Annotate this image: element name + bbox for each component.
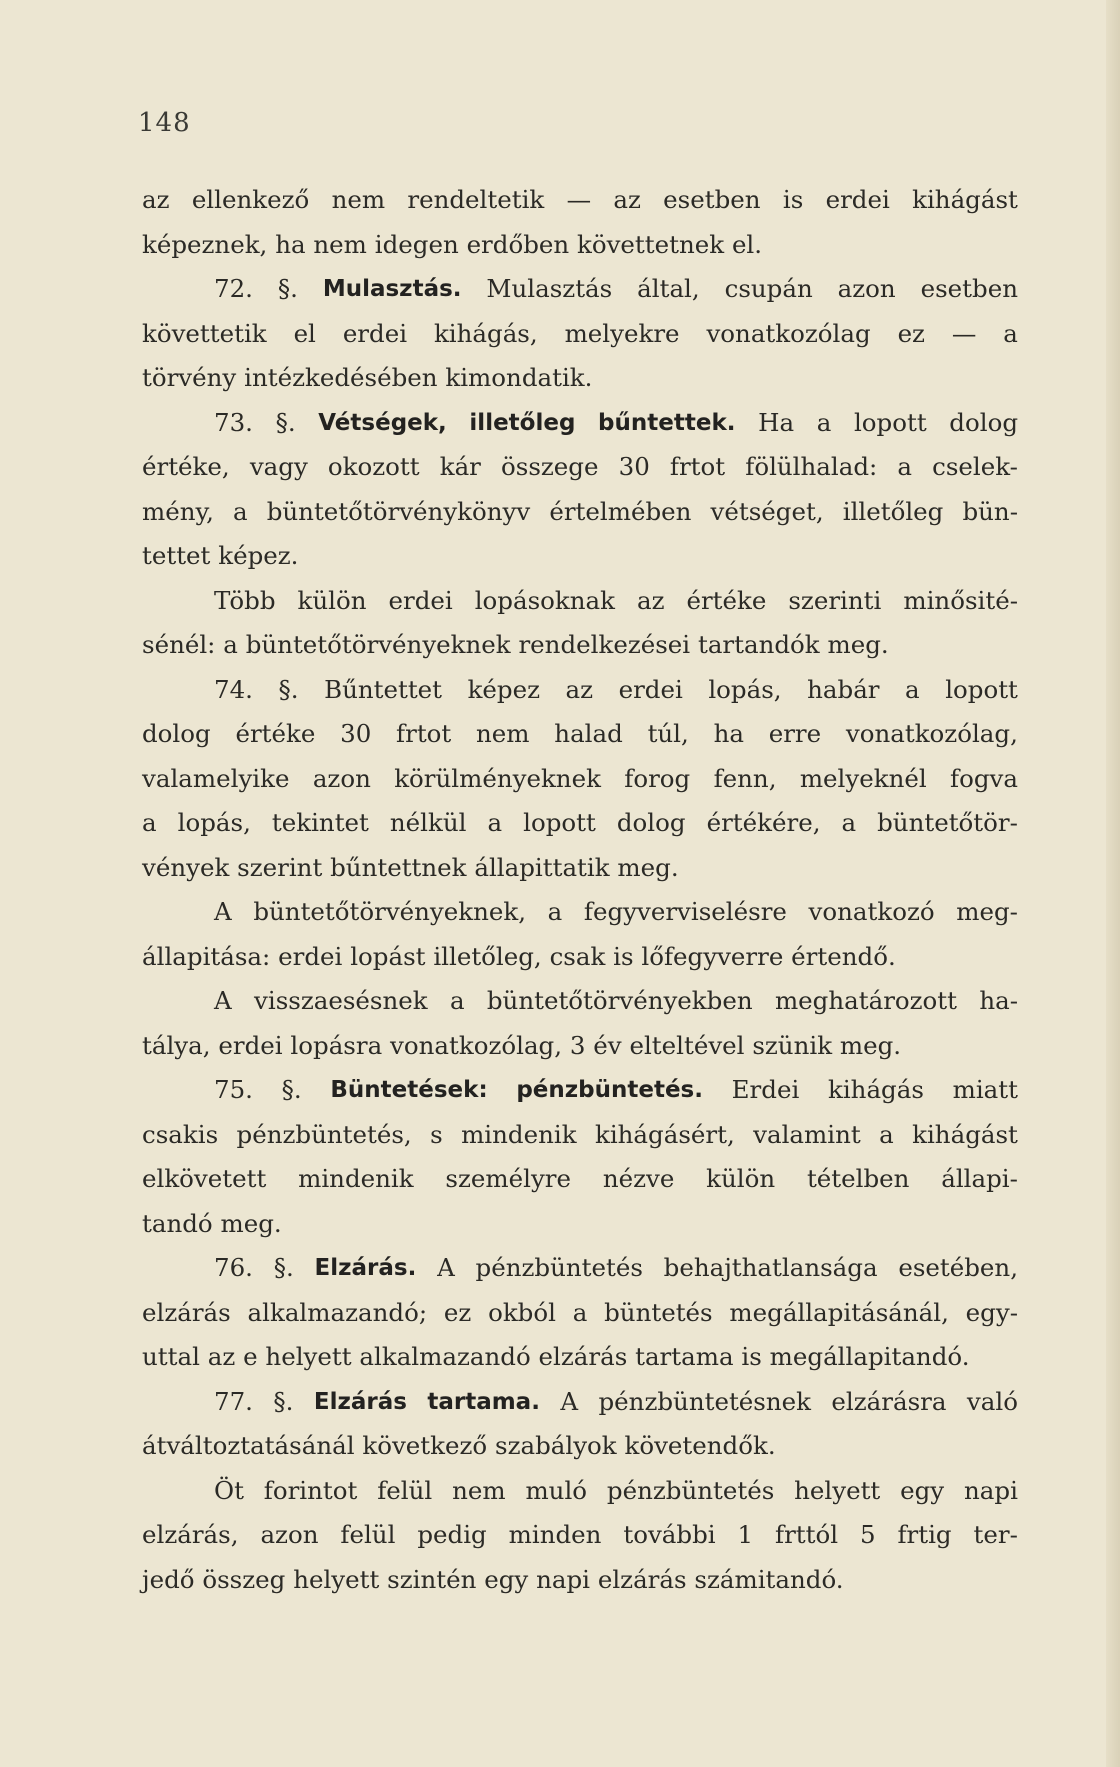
word: elzárásra (831, 1386, 947, 1416)
word: a (233, 496, 248, 526)
word: büntetőtörvényekben (486, 986, 753, 1015)
word: lopott (945, 674, 1018, 704)
word: értékére, (706, 808, 821, 837)
word: Büntetések: (330, 1077, 488, 1103)
word: §. (281, 1075, 302, 1104)
word: erdei (278, 941, 343, 971)
word: lőfegyverre (641, 941, 784, 971)
word: büntetőtörvényeknek, (253, 897, 527, 926)
word: tételben (806, 1164, 910, 1193)
word: rendeltetik (407, 185, 545, 214)
word: egy- (965, 1297, 1018, 1327)
word: az (636, 585, 665, 615)
word: is (613, 941, 634, 971)
word: 73. (214, 407, 253, 437)
word: nem (476, 719, 530, 748)
word: bün- (962, 496, 1018, 526)
word: nem (452, 1475, 506, 1505)
word: Vétségek, (318, 409, 447, 436)
word: szerinti (788, 585, 882, 615)
word: következő (362, 1431, 488, 1460)
word: meg. (617, 852, 679, 882)
text-line (142, 1558, 1018, 1603)
word: frttól (775, 1520, 839, 1549)
word: melyeknél (799, 763, 927, 793)
word: vonatkozólag, (845, 719, 1018, 748)
word: meg. (220, 1208, 282, 1238)
text-line (142, 1291, 1018, 1336)
word: pénzbüntetés (606, 1475, 775, 1505)
word: alkalmazandó (359, 1342, 531, 1371)
word: 5 (859, 1520, 876, 1549)
word: követtetnek (577, 229, 725, 259)
word: kihágásért, (594, 1119, 735, 1149)
word: értéke (235, 719, 316, 748)
word: felül (377, 1475, 433, 1505)
word: esetben (663, 185, 761, 214)
word: 72. (214, 274, 253, 303)
word: meg. (827, 630, 889, 659)
word: minden (508, 1520, 602, 1549)
word: a (572, 1297, 588, 1327)
text-line (142, 623, 1018, 668)
word: dolog (949, 407, 1018, 437)
word: ha- (979, 986, 1018, 1015)
word: azon (260, 1520, 319, 1549)
word: a (879, 1119, 894, 1149)
word: tartandók (697, 630, 820, 659)
word: az (207, 1342, 236, 1371)
word: fenn, (713, 763, 777, 793)
word: minősité- (903, 585, 1018, 615)
word: külön (706, 1164, 776, 1193)
word: összege (501, 452, 599, 481)
word: lopás, (177, 808, 251, 837)
word: fölülhalad: (745, 452, 878, 481)
word: valamelyike (142, 763, 290, 793)
text-line (142, 534, 1018, 579)
word: követtetik (142, 318, 267, 348)
text-line (142, 1335, 1018, 1380)
word: felül (340, 1520, 396, 1549)
word: körülményeknek (394, 763, 601, 793)
word: év (593, 1030, 622, 1060)
word: elzárás (142, 1297, 231, 1327)
word: e (243, 1342, 258, 1371)
word: §. (273, 1253, 294, 1282)
word: fogva (950, 763, 1018, 793)
word: tettet (142, 541, 211, 570)
text-line (142, 801, 1018, 846)
word: tálya, (142, 1030, 211, 1060)
text-line (142, 579, 1018, 624)
word: nem (313, 229, 367, 259)
word: meg. (839, 1030, 902, 1060)
word: szünik (752, 1030, 833, 1060)
word: el (293, 318, 316, 348)
text-line (142, 1024, 1018, 1069)
word: az (613, 185, 641, 214)
word: §. (273, 1386, 294, 1416)
word: elzárás (538, 1342, 628, 1371)
word: való (966, 1386, 1018, 1416)
word: büntetőtörvényeknek (245, 630, 511, 659)
word: lopásoknak (474, 585, 615, 615)
word: lopott (853, 407, 927, 437)
text-line (142, 979, 1018, 1024)
word: szerint (237, 852, 323, 882)
word: dolog (142, 719, 211, 748)
text-line (142, 445, 1018, 490)
word: esetében, (898, 1253, 1018, 1282)
word: Erdei (731, 1075, 800, 1104)
word: ez (897, 318, 925, 348)
text-line (142, 1113, 1018, 1158)
word: értéke, (142, 452, 230, 481)
word: kimondatik. (445, 363, 593, 392)
word: behajthatlansága (663, 1253, 878, 1282)
word: elzárás (597, 1564, 687, 1594)
word: ellenkező (191, 185, 310, 214)
word: erdőben (466, 229, 570, 259)
text-line (142, 1380, 1018, 1425)
word: erdei (342, 318, 408, 348)
word: elteltével (629, 1030, 745, 1060)
word: kihágást (912, 1119, 1018, 1149)
text-line (142, 1469, 1018, 1514)
word: büntetőtör- (877, 808, 1018, 837)
word: okozott (327, 452, 420, 481)
word: esetben (920, 274, 1018, 303)
text-line (142, 267, 1018, 312)
word: habár (807, 674, 880, 704)
word: miatt (952, 1075, 1018, 1104)
word: halad (554, 719, 623, 748)
word: Elzárás (313, 1388, 407, 1415)
word: ez (443, 1297, 472, 1327)
word: csupán (724, 274, 813, 303)
word: a (905, 674, 920, 704)
text-line (142, 223, 1018, 268)
word: dolog (616, 808, 686, 837)
word: mindenik (298, 1164, 414, 1193)
word: meg- (956, 897, 1018, 926)
word: Bűntettet (324, 674, 443, 704)
word: a (547, 897, 563, 926)
word: a (223, 630, 238, 659)
word: büntetőtörvénykönyv (266, 496, 531, 526)
word: 1 (737, 1520, 754, 1549)
word: erdei (618, 674, 683, 704)
page-number: 148 (138, 108, 191, 138)
word: mény, (142, 496, 214, 526)
word: kihágás, (433, 318, 538, 348)
word: A (437, 1253, 455, 1282)
text-line (142, 490, 1018, 535)
word: vonatkozó (808, 897, 935, 926)
word: összeg (202, 1564, 286, 1594)
word: a (816, 407, 832, 437)
word: csak (549, 941, 606, 971)
word: erdei (388, 585, 453, 615)
word: frtot (669, 452, 726, 481)
word: okból (488, 1297, 556, 1327)
word: el. (731, 229, 763, 259)
word: uttal (142, 1342, 200, 1371)
text-line (142, 1068, 1018, 1113)
text-line (142, 846, 1018, 891)
word: túl, (647, 719, 689, 748)
word: — (951, 318, 977, 348)
word: kihágás (827, 1075, 924, 1104)
word: elzárás, (142, 1520, 239, 1549)
word: tandó (142, 1208, 213, 1238)
text-line (142, 668, 1018, 713)
word: pénzbüntetés. (516, 1077, 703, 1103)
word: pénzbüntetésnek (598, 1386, 811, 1416)
word: szintén (387, 1564, 477, 1594)
text-line (142, 1157, 1018, 1202)
word: helyett (794, 1475, 881, 1505)
word: vények (142, 852, 230, 882)
word: büntetés (604, 1297, 713, 1327)
word: elkövetett (142, 1164, 267, 1193)
word: — (566, 185, 592, 214)
word: 77. (214, 1386, 253, 1416)
word: személyre (445, 1164, 572, 1193)
word: állapitása: (142, 941, 271, 971)
text-line (142, 312, 1018, 357)
word: frtig (897, 1520, 952, 1549)
word: értendő. (791, 941, 896, 971)
word: napi (536, 1564, 590, 1594)
word: frtot (396, 719, 452, 748)
text-line (142, 757, 1018, 802)
word: tartama (635, 1342, 734, 1371)
word: Mulasztás (486, 274, 613, 303)
word: 75. (214, 1075, 253, 1104)
word: átváltoztatásánál (142, 1431, 355, 1460)
word: helyett (293, 1564, 380, 1594)
word: nézve (602, 1164, 675, 1193)
word: Öt (214, 1475, 244, 1505)
word: a (487, 808, 503, 837)
word: azon (312, 763, 371, 793)
word: szabályok (495, 1431, 617, 1460)
word: által, (637, 274, 700, 303)
word: pénzbüntetés, (236, 1119, 412, 1149)
text-line (142, 1424, 1018, 1469)
text-line (142, 401, 1018, 446)
word: alkalmazandó; (247, 1297, 428, 1327)
word: képez. (218, 541, 299, 570)
word: is (741, 1342, 762, 1371)
word: vétséget, (710, 496, 824, 526)
word: §. (275, 407, 296, 437)
word: állapi- (941, 1164, 1018, 1193)
word: Több (214, 585, 276, 615)
word: visszaesésnek (254, 986, 428, 1015)
word: 74. (214, 674, 253, 704)
word: rendelkezései (518, 630, 691, 659)
word: bűntettek. (598, 409, 736, 436)
text-line (142, 1246, 1018, 1291)
word: nem (331, 185, 386, 214)
word: forog (624, 763, 691, 793)
word: vonatkozólag (706, 318, 871, 348)
word: a (841, 808, 857, 837)
word: a (449, 986, 465, 1015)
word: külön (297, 585, 367, 615)
word: a (897, 452, 913, 481)
word: képez (467, 674, 540, 704)
word: ha (713, 719, 744, 748)
word: az (142, 185, 170, 214)
word: csakis (142, 1119, 219, 1149)
word: értéke (686, 585, 767, 615)
word: helyett (265, 1342, 352, 1371)
word: értelmében (549, 496, 692, 526)
word: cselek- (932, 452, 1018, 481)
word: napi (964, 1475, 1018, 1505)
word: vonatkozólag, (390, 1030, 563, 1060)
word: illetőleg (842, 496, 944, 526)
word: ter- (973, 1520, 1018, 1549)
text-line (142, 712, 1018, 757)
word: A (560, 1386, 579, 1416)
word: jedő (142, 1564, 195, 1594)
word: forintot (263, 1475, 358, 1505)
body-text (142, 178, 1018, 1602)
word: nélkül (389, 808, 467, 837)
word: egy (484, 1564, 529, 1594)
word: Ha (758, 407, 795, 437)
word: egy (900, 1475, 945, 1505)
text-line (142, 178, 1018, 223)
word: számitandó. (694, 1564, 844, 1594)
word: megállapitandó. (769, 1342, 970, 1371)
word: mindenik (461, 1119, 577, 1149)
word: vagy (249, 452, 308, 481)
word: pénzbüntetés (475, 1253, 643, 1282)
word: Elzárás. (314, 1255, 417, 1281)
word: tekintet (271, 808, 369, 837)
word: lopott (523, 808, 596, 837)
word: sénél: (142, 630, 216, 659)
word: bűntettnek (330, 852, 467, 882)
word: erre (768, 719, 822, 748)
word: megállapitásánál, (729, 1297, 949, 1327)
text-line (142, 1202, 1018, 1247)
word: illetőleg (469, 409, 576, 436)
word: valamint (753, 1119, 861, 1149)
word: fegyverviselésre (583, 897, 787, 926)
word: állapittatik (474, 852, 610, 882)
word: §. (278, 674, 299, 704)
word: 30 (340, 719, 372, 748)
word: 30 (618, 452, 650, 481)
word: képeznek, (142, 229, 268, 259)
word: lopás, (708, 674, 782, 704)
text-line (142, 1513, 1018, 1558)
text-line (142, 935, 1018, 980)
word: pedig (417, 1520, 487, 1549)
word: a (1003, 318, 1018, 348)
word: A (214, 986, 232, 1015)
word: Mulasztás. (322, 276, 462, 302)
word: törvény (142, 363, 237, 392)
word: lopást (350, 941, 426, 971)
word: erdei (825, 185, 890, 214)
word: követendők. (624, 1431, 776, 1460)
word: kihágást (912, 185, 1018, 214)
word: lopásra (290, 1030, 383, 1060)
word: kár (439, 452, 481, 481)
word: intézkedésében (244, 363, 438, 392)
word: 76. (214, 1253, 253, 1282)
word: erdei (218, 1030, 283, 1060)
word: illetőleg, (433, 941, 542, 971)
word: azon (837, 274, 896, 303)
word: melyekre (564, 318, 680, 348)
word: ha (275, 229, 306, 259)
word: meghatározott (774, 986, 958, 1015)
page-edge (1106, 0, 1120, 1767)
text-line (142, 890, 1018, 935)
word: idegen (374, 229, 459, 259)
word: s (430, 1119, 443, 1149)
word: is (782, 185, 804, 214)
word: további (623, 1520, 716, 1549)
word: 3 (569, 1030, 586, 1060)
word: az (565, 674, 594, 704)
word: a (142, 808, 157, 837)
word: tartama. (427, 1388, 540, 1415)
word: muló (525, 1475, 588, 1505)
word: A (214, 897, 232, 926)
word: §. (277, 274, 298, 303)
text-line (142, 356, 1018, 401)
